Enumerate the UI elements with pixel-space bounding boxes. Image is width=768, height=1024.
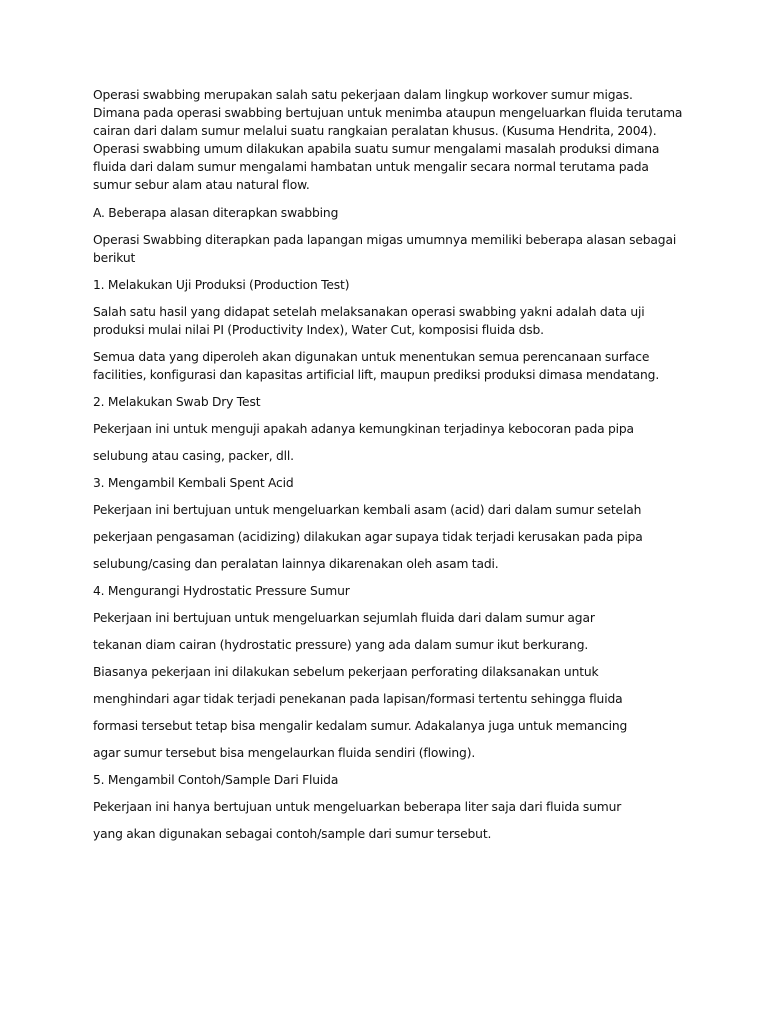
item2-heading: 2. Melakukan Swab Dry Test xyxy=(93,395,261,409)
item4-line-4: menghindari agar tidak terjadi penekanan pada lapisan/formasi tertentu sehingga fluida xyxy=(93,692,623,706)
item4-line-5: formasi tersebut tetap bisa mengalir kedalam sumur. Adakalanya juga untuk memancing xyxy=(93,719,628,733)
item5-line-2: yang akan digunakan sebagai contoh/sample dari sumur tersebut. xyxy=(93,827,492,841)
item1-paragraph-1: Salah satu hasil yang didapat setelah melaksanakan operasi swabbing yakni adalah data uji produksi mulai nilai PI (Productivity Index), Water Cut, komposisi fluida dsb. xyxy=(93,305,645,337)
intro-paragraph: Operasi swabbing merupakan salah satu pekerjaan dalam lingkup workover sumur migas. Dimana pada operasi swabbing bertujuan untuk menimba ataupun mengeluarkan fluida terutama cairan dari dalam sumur melalui suatu rangkaian peralatan khusus. (Kusuma Hendrita, 2004). Operasi swabbing umum dilakukan apabila suatu sumur mengalami masalah produksi dimana fluida dari dalam sumur mengalami hambatan untuk mengalir secara normal terutama pada sumur sebur alam atau natural flow. xyxy=(93,88,683,192)
item3-line-1: Pekerjaan ini bertujuan untuk mengeluarkan kembali asam (acid) dari dalam sumur setelah xyxy=(93,503,642,517)
item4-line-6: agar sumur tersebut bisa mengelaurkan fluida sendiri (flowing). xyxy=(93,746,476,760)
document-body xyxy=(93,86,683,852)
item4-line-2: tekanan diam cairan (hydrostatic pressure) yang ada dalam sumur ikut berkurang. xyxy=(93,638,589,652)
item3-heading: 3. Mengambil Kembali Spent Acid xyxy=(93,476,294,490)
item1-heading: 1. Melakukan Uji Produksi (Production Test) xyxy=(93,278,350,292)
item4-line-1: Pekerjaan ini bertujuan untuk mengeluarkan sejumlah fluida dari dalam sumur agar xyxy=(93,611,595,625)
section-a-text: Operasi Swabbing diterapkan pada lapangan migas umumnya memiliki beberapa alasan sebagai berikut xyxy=(93,233,677,265)
item2-line-2: selubung atau casing, packer, dll. xyxy=(93,449,294,463)
section-a-heading: A. Beberapa alasan diterapkan swabbing xyxy=(93,206,339,220)
item5-heading: 5. Mengambil Contoh/Sample Dari Fluida xyxy=(93,773,339,787)
item5-line-1: Pekerjaan ini hanya bertujuan untuk mengeluarkan beberapa liter saja dari fluida sumur xyxy=(93,800,622,814)
item3-line-2: pekerjaan pengasaman (acidizing) dilakukan agar supaya tidak terjadi kerusakan pada pipa xyxy=(93,530,643,544)
item2-line-1: Pekerjaan ini untuk menguji apakah adanya kemungkinan terjadinya kebocoran pada pipa xyxy=(93,422,634,436)
item4-line-3: Biasanya pekerjaan ini dilakukan sebelum pekerjaan perforating dilaksanakan untuk xyxy=(93,665,599,679)
item4-heading: 4. Mengurangi Hydrostatic Pressure Sumur xyxy=(93,584,350,598)
item1-paragraph-2: Semua data yang diperoleh akan digunakan untuk menentukan semua perencanaan surface facilities, konfigurasi dan kapasitas artificial lift, maupun prediksi produksi dimasa mendatang. xyxy=(93,350,660,382)
item3-line-3: selubung/casing dan peralatan lainnya dikarenakan oleh asam tadi. xyxy=(93,557,499,571)
